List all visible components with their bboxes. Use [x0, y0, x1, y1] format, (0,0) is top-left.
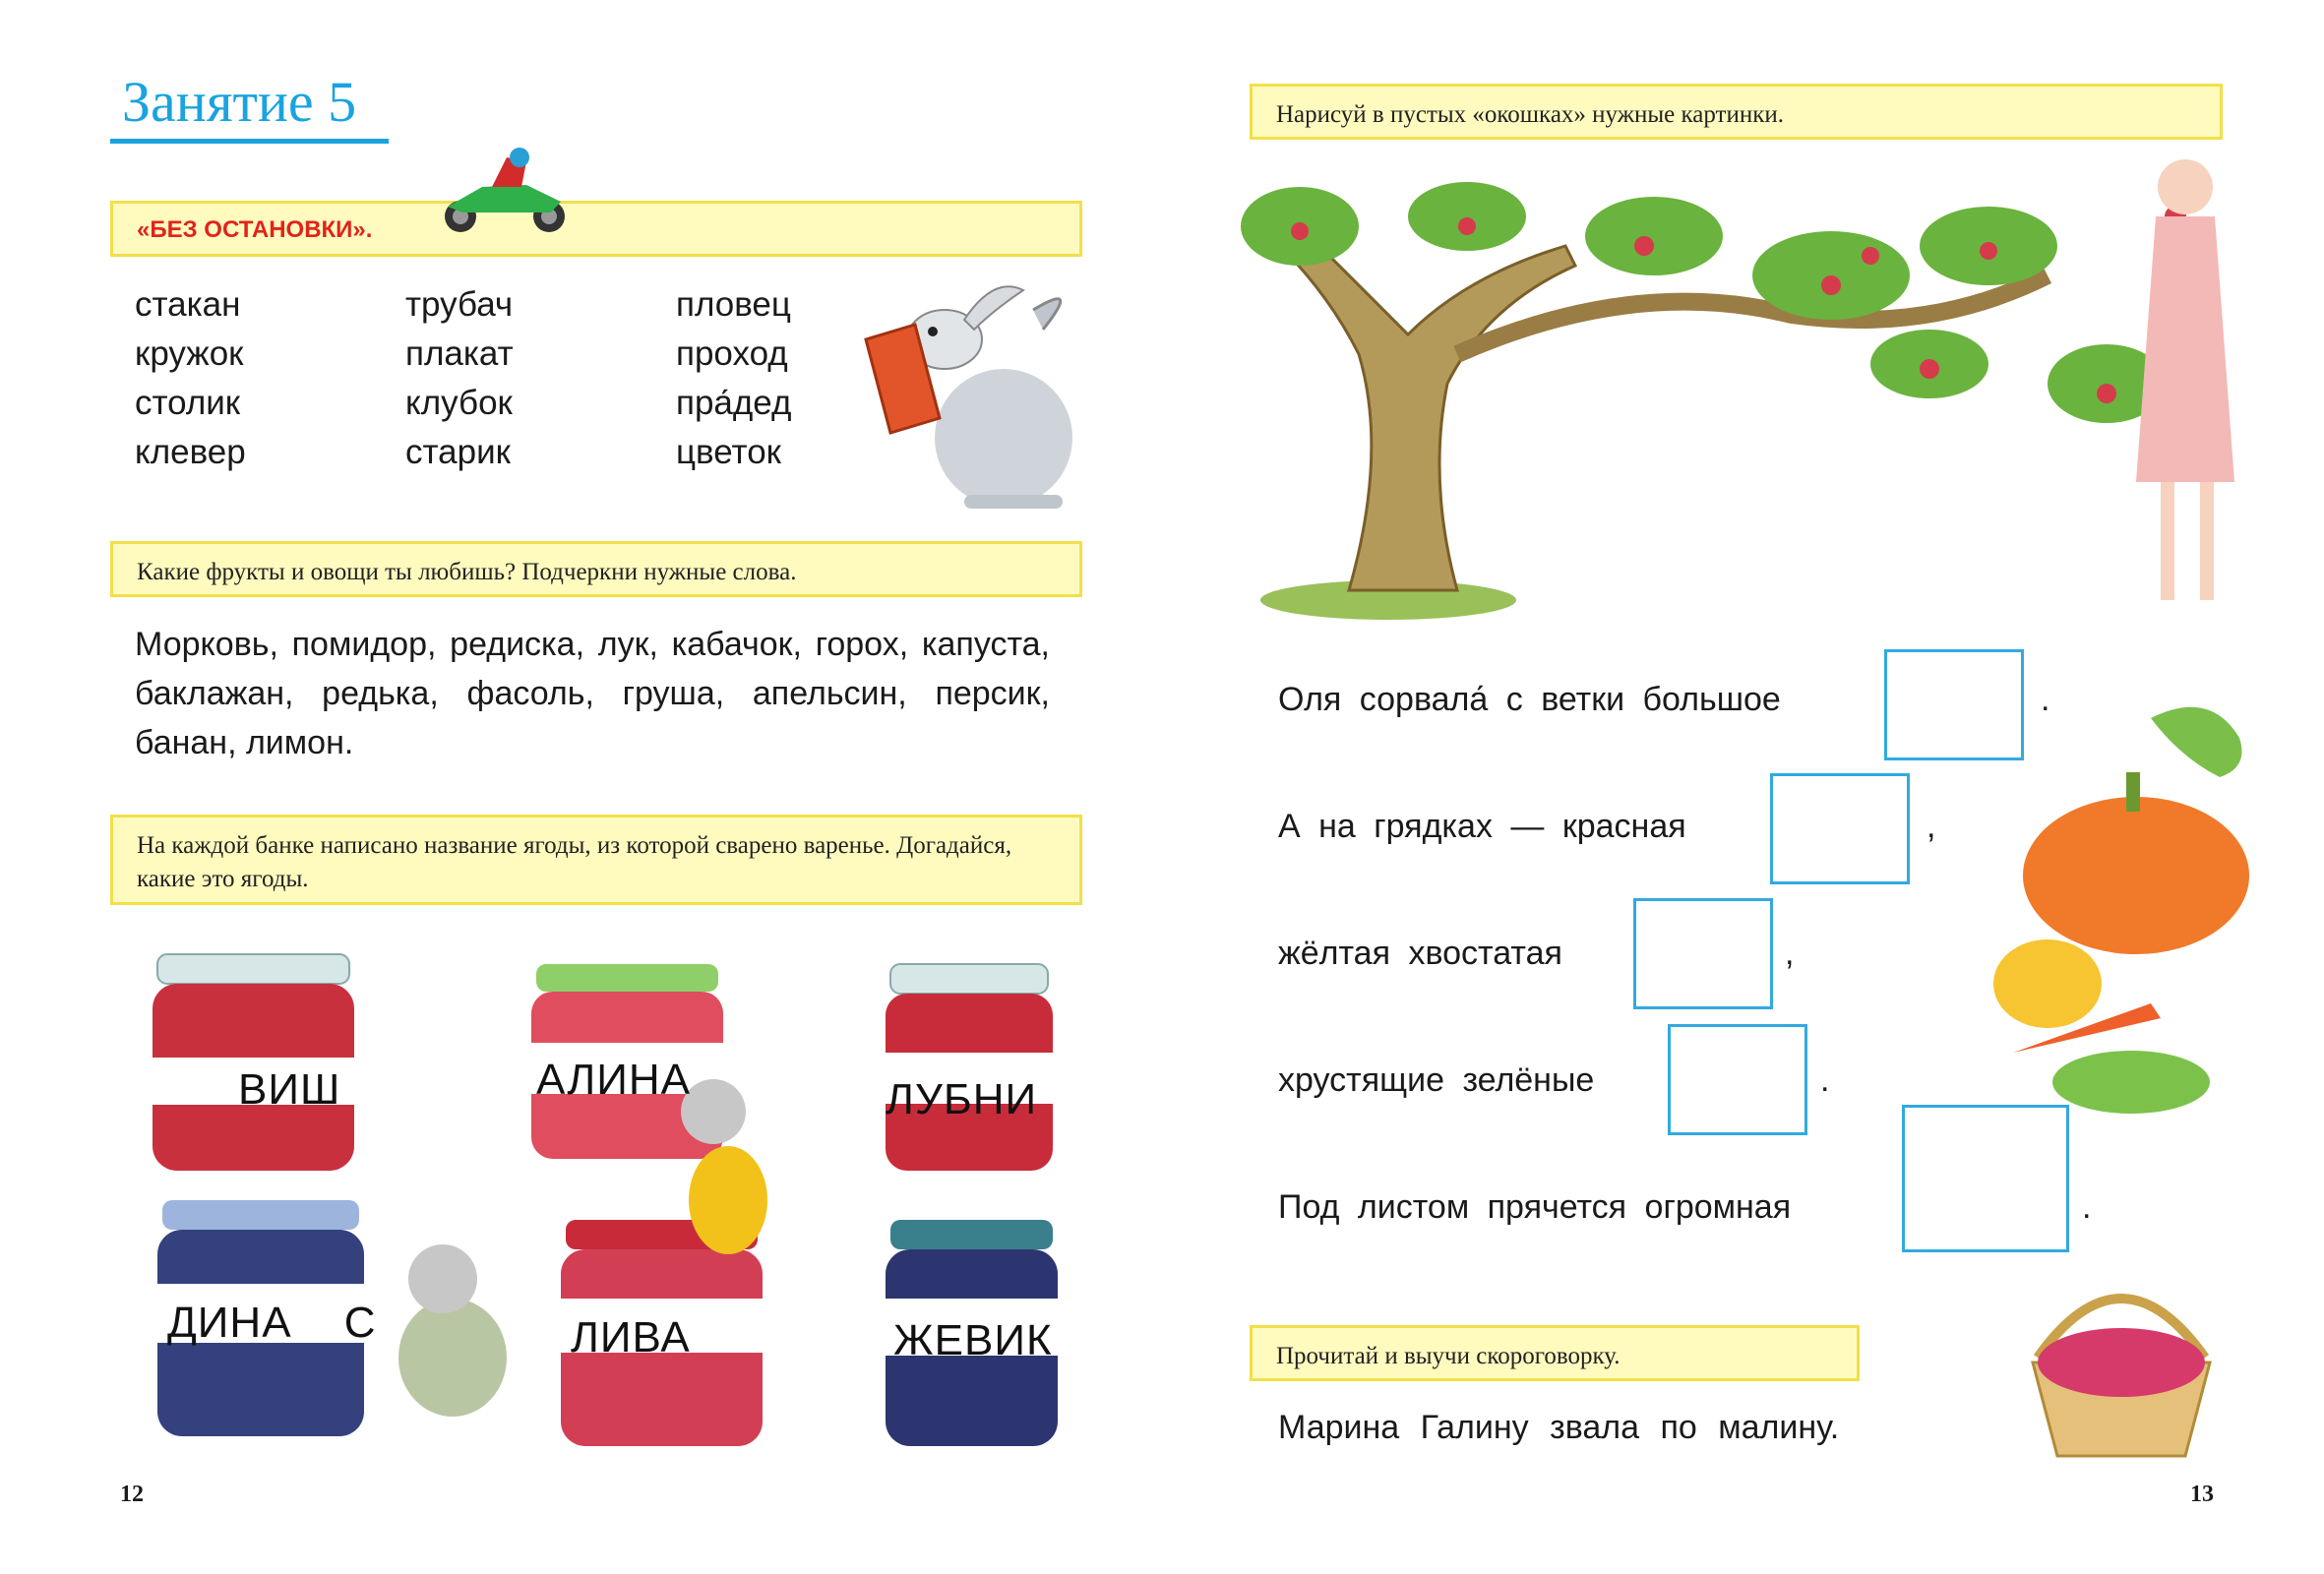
sentence-1: Оля сорвала́ с ветки большое: [1278, 681, 1781, 718]
vegetables-illustration: [1954, 679, 2269, 1141]
sentence-3-end: ,: [1785, 935, 1795, 972]
answer-window-2[interactable]: [1770, 773, 1910, 884]
sentence-1-end: .: [2041, 681, 2050, 718]
motorcycle-illustration: [433, 148, 581, 236]
fruits-vegetables-text: Морковь, помидор, редиска, лук, кабачок, горох, капуста, баклажан, редька, фасоль, груша, апельсин, персик, банан, лимон.: [135, 626, 1050, 761]
rabbit-reading-illustration: [856, 271, 1092, 516]
right-page: [1162, 0, 2324, 1574]
word: пловец: [676, 285, 791, 324]
word: старик: [405, 433, 511, 471]
jam-jars-illustration: [148, 935, 1082, 1466]
lesson-title: Занятие 5: [122, 70, 357, 134]
sentence-3: жёлтая хвостатая: [1278, 935, 1562, 972]
sentence-4-end: .: [1820, 1061, 1830, 1099]
sentence-2: А на грядках — красная: [1278, 808, 1686, 845]
jar-label: ЛИВА: [571, 1313, 691, 1362]
jar-label: ЛУБНИ: [886, 1075, 1038, 1123]
word: плакат: [405, 334, 514, 373]
apple-tree-girl-illustration: [1241, 157, 2234, 630]
jar-label: ДИНА С: [167, 1299, 377, 1347]
section-instruction-fruits: Какие фрукты и овощи ты любишь? Подчеркни нужные слова.: [110, 541, 1082, 597]
page-number: 13: [2190, 1482, 2214, 1507]
sentence-5: Под листом прячется огромная: [1278, 1188, 1792, 1226]
section-heading-bez-ostanovki: «БЕЗ ОСТАНОВКИ».: [110, 201, 1082, 257]
word: кружок: [135, 334, 244, 373]
word: клевер: [135, 433, 246, 471]
word: клубок: [405, 384, 513, 422]
jar-label: ЖЕВИК: [893, 1316, 1053, 1364]
word: столик: [135, 384, 241, 422]
jar-label: ВИШ: [238, 1065, 341, 1114]
word-column-3: [676, 280, 791, 477]
instruction-draw-pictures: Нарисуй в пустых «окошках» нужные картинки.: [1250, 84, 2223, 140]
sentence-4: хрустящие зелёные: [1278, 1061, 1595, 1099]
jar-label: АЛИНА: [536, 1056, 691, 1104]
sentence-2-end: ,: [1926, 808, 1936, 845]
answer-window-3[interactable]: [1633, 898, 1773, 1009]
word: трубач: [405, 285, 514, 324]
answer-window-4[interactable]: [1668, 1024, 1807, 1135]
word-column-1: [135, 280, 246, 477]
page-number: 12: [120, 1482, 144, 1507]
word: проход: [676, 334, 788, 373]
berry-basket-illustration: [2018, 1269, 2225, 1466]
word: пра́дед: [676, 384, 792, 422]
sentence-5-end: .: [2082, 1188, 2092, 1226]
section-instruction-jars: На каждой банке написано название ягоды, из которой сварено варенье. Догадайся, какие это ягоды.: [110, 815, 1082, 905]
word: цветок: [676, 433, 781, 471]
title-underline: [110, 139, 389, 144]
word-column-2: [405, 280, 514, 477]
tongue-twister-text: Марина Галину звала по малину.: [1278, 1409, 1840, 1446]
instruction-tongue-twister: Прочитай и выучи скороговорку.: [1250, 1325, 1860, 1381]
word: стакан: [135, 285, 241, 324]
